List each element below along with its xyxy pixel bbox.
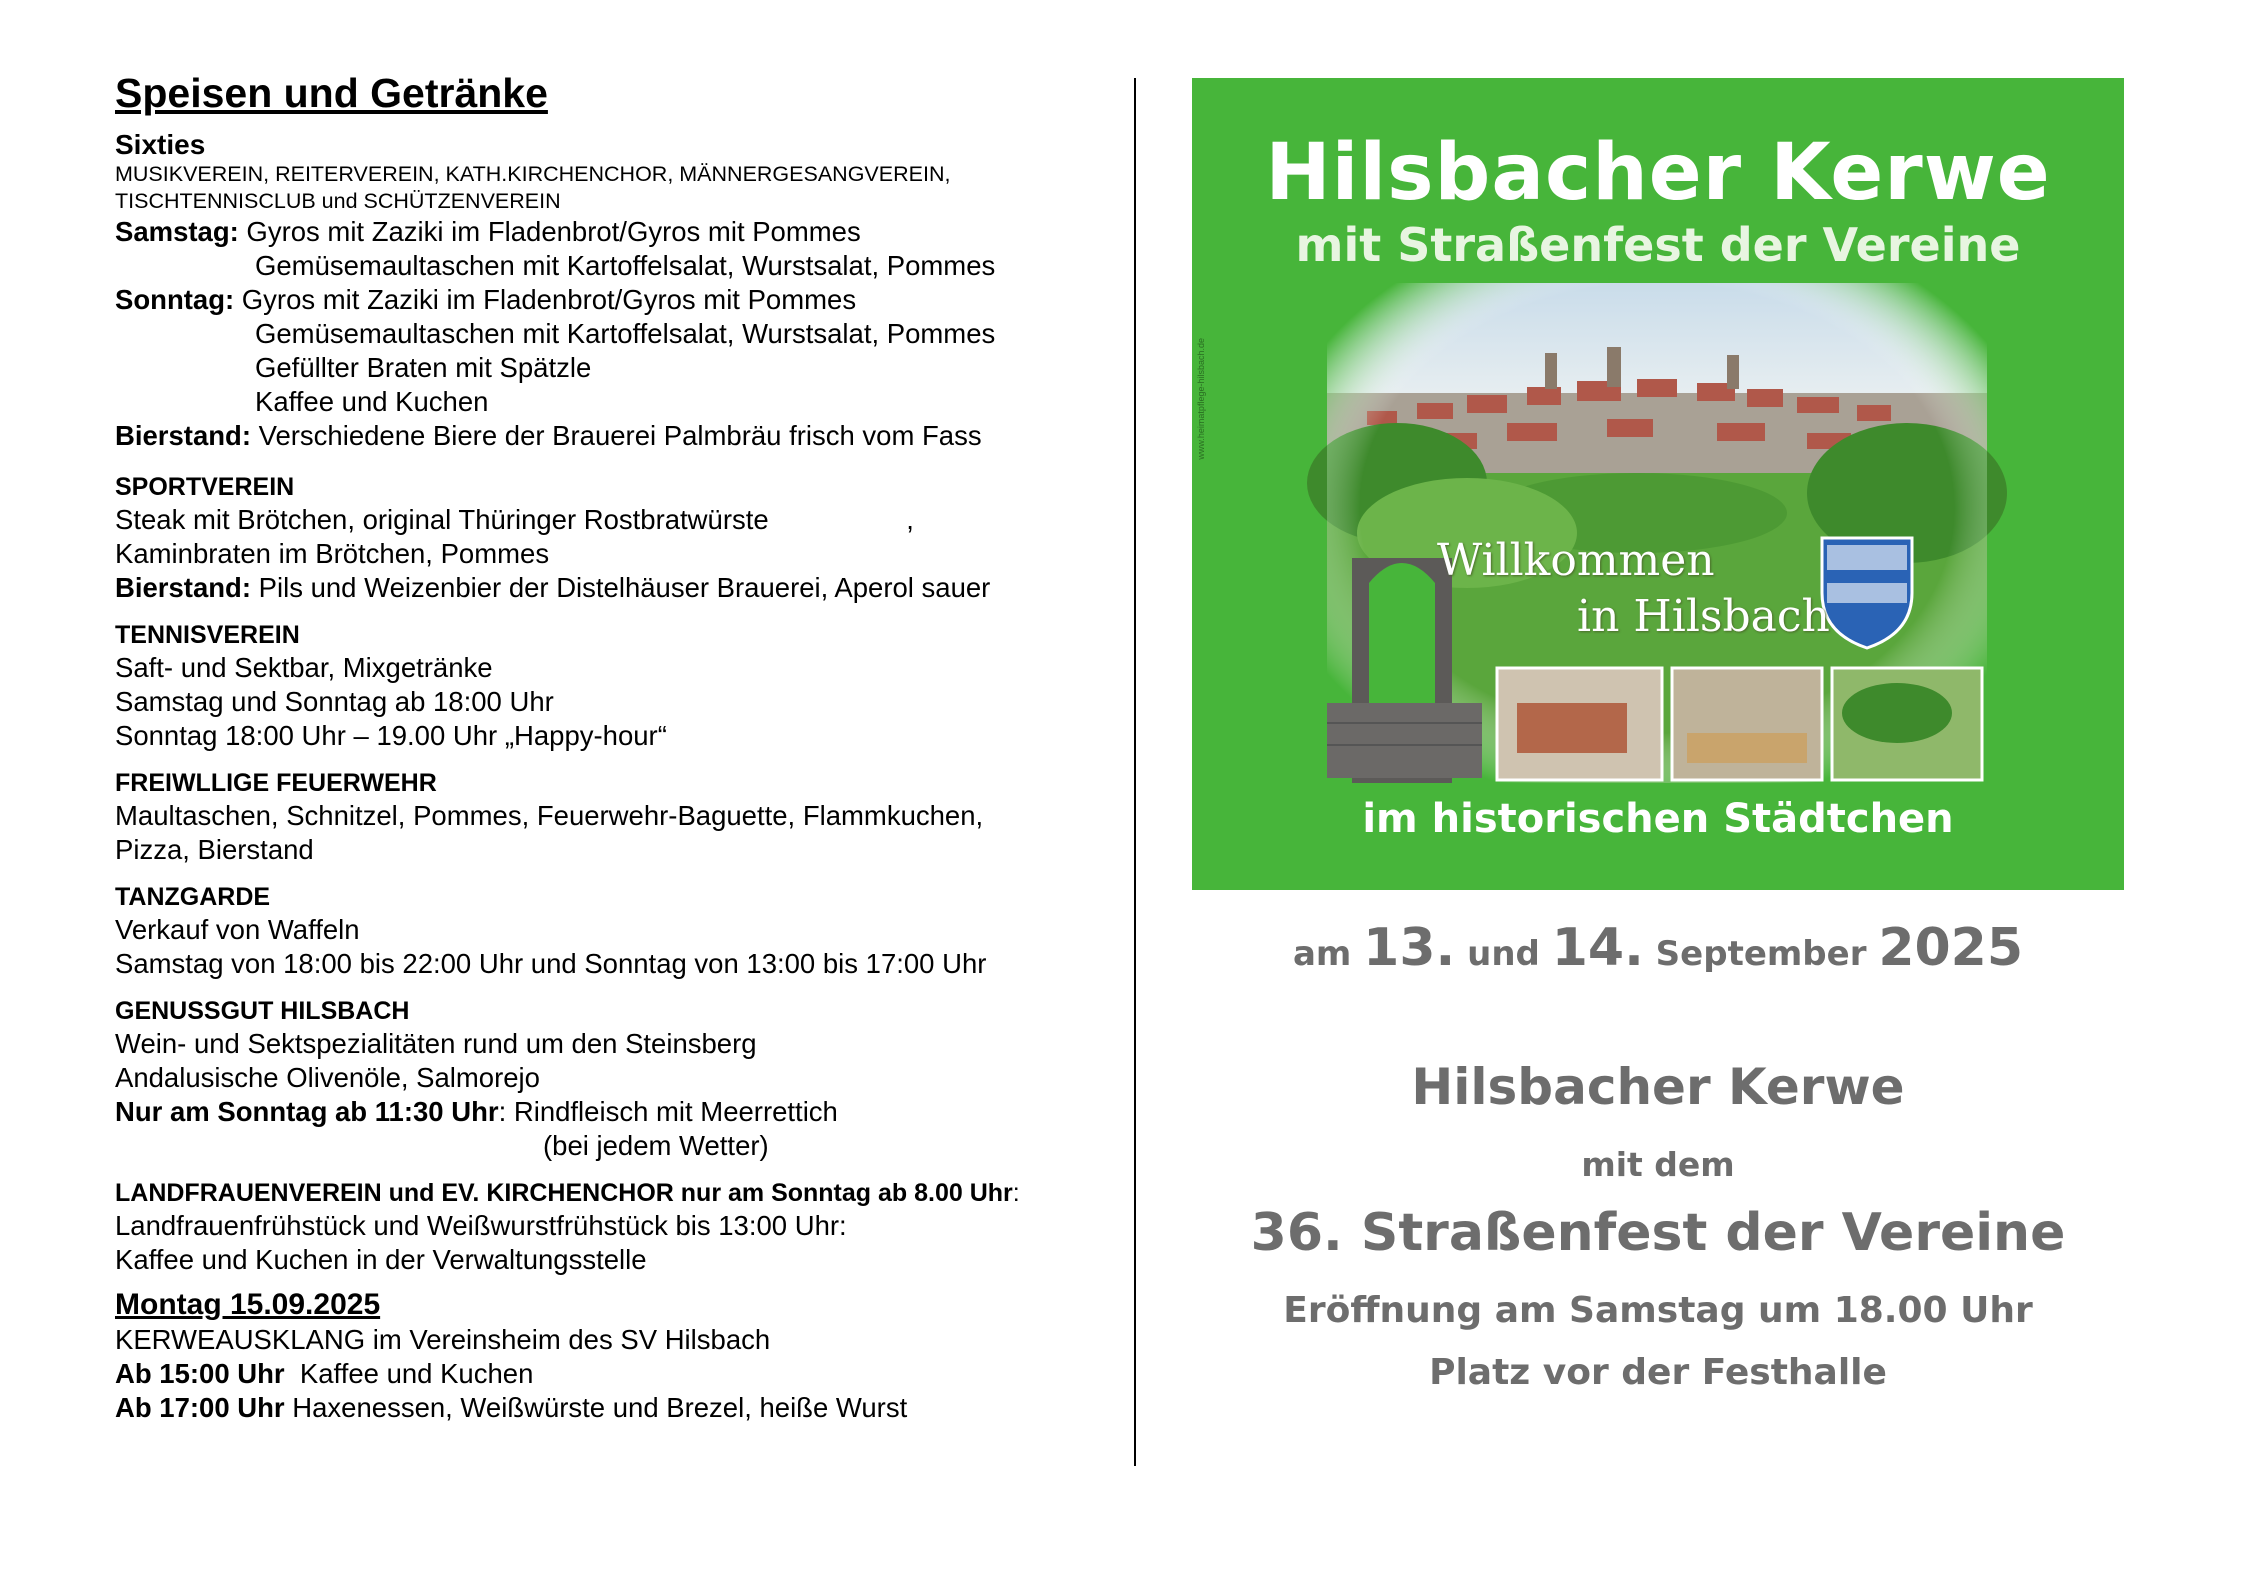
landfrauen-title: LANDFRAUENVEREIN und EV. KIRCHENCHOR nur am Sonntag ab 8.00 Uhr — [115, 1179, 1013, 1207]
montag-title: Montag 15.09.2025 — [115, 1288, 381, 1321]
ab17-text: Haxenessen, Weißwürste und Brezel, heiße Wurst — [284, 1392, 908, 1423]
poster-subtitle: mit Straßenfest der Vereine — [1295, 218, 2021, 272]
welcome-text — [1437, 533, 1830, 645]
genussgut-title: GENUSSGUT HILSBACH — [115, 997, 410, 1025]
tanzgarde-line-1: Verkauf von Waffeln — [115, 914, 360, 945]
sport-line-1: Steak mit Brötchen, original Thüringer Rostbratwürste , — [115, 504, 914, 535]
sonntag-text-3: Gefüllter Braten mit Spätzle — [255, 352, 592, 383]
date-am: am — [1292, 934, 1364, 974]
welcome-line-1: Willkommen — [1437, 535, 1715, 586]
genussgut-line-2: Andalusische Olivenöle, Salmorejo — [115, 1062, 540, 1093]
event-strassenfest: 36. Straßenfest der Vereine — [1250, 1203, 2066, 1263]
date-13: 13. — [1363, 918, 1456, 978]
tanzgarde-title: TANZGARDE — [115, 883, 271, 911]
genussgut-sonntag-line — [115, 1095, 1105, 1129]
date-und: und — [1455, 934, 1552, 974]
photo-strip — [1497, 668, 1982, 780]
genussgut-sonntag-text: : Rindfleisch mit Meerrettich — [498, 1096, 838, 1127]
sport-bier-text: Pils und Weizenbier der Distelhäuser Brauerei, Aperol sauer — [251, 572, 991, 603]
landfrauen-line-1: Landfrauenfrühstück und Weißwurstfrühstück bis 13:00 Uhr: — [115, 1210, 847, 1241]
samstag-text-2: Gemüsemaultaschen mit Kartoffelsalat, Wurstsalat, Pommes — [255, 250, 996, 281]
ab17-label: Ab 17:00 Uhr — [115, 1392, 285, 1423]
samstag-text-1: Gyros mit Zaziki im Fladenbrot/Gyros mit Pommes — [238, 216, 861, 247]
ab15-label: Ab 15:00 Uhr — [115, 1358, 285, 1389]
poster-credit: www.heimatpflege-hilsbach.de — [1196, 338, 1206, 460]
sixties-bier-line — [115, 419, 1105, 453]
date-year: 2025 — [1878, 918, 2024, 978]
genussgut-line-1: Wein- und Sektspezialitäten rund um den Steinsberg — [115, 1028, 757, 1059]
sport-line-2: Kaminbraten im Brötchen, Pommes — [115, 538, 550, 569]
coat-of-arms-icon — [1822, 538, 1912, 648]
montag-ab15 — [115, 1357, 1105, 1391]
welcome-line-2: in Hilsbach — [1577, 591, 1830, 642]
event-date — [1192, 918, 2124, 978]
ab15-text: Kaffee und Kuchen — [284, 1358, 534, 1389]
event-location: Platz vor der Festhalle — [1429, 1352, 1887, 1393]
feuerwehr-line-1: Maultaschen, Schnitzel, Pommes, Feuerwehr-Baguette, Flammkuchen, — [115, 800, 984, 831]
samstag-line — [115, 215, 1105, 249]
montag-line-1: KERWEAUSKLANG im Vereinsheim des SV Hilsbach — [115, 1324, 771, 1355]
page-heading: Speisen und Getränke — [115, 70, 548, 116]
menu-column — [115, 70, 1105, 1425]
tennis-line-3: Sonntag 18:00 Uhr – 19.00 Uhr „Happy-hour“ — [115, 720, 667, 751]
event-poster — [1192, 78, 2124, 890]
genussgut-sonntag-label: Nur am Sonntag ab 11:30 Uhr — [115, 1096, 499, 1127]
section-montag — [115, 1287, 1105, 1425]
section-landfrauen — [115, 1177, 1105, 1277]
event-mit-dem: mit dem — [1581, 1145, 1735, 1184]
bier-text: Verschiedene Biere der Brauerei Palmbräu frisch vom Fass — [251, 420, 982, 451]
landfrauen-colon: : — [1012, 1179, 1020, 1207]
samstag-label: Samstag: — [115, 216, 239, 247]
poster-title: Hilsbacher Kerwe — [1265, 128, 2051, 218]
tennis-line-1: Saft- und Sektbar, Mixgetränke — [115, 652, 493, 683]
sixties-title: Sixties — [115, 129, 206, 160]
sonntag-text-4: Kaffee und Kuchen — [255, 386, 489, 417]
sonntag-label: Sonntag: — [115, 284, 235, 315]
section-tennis — [115, 619, 1105, 753]
feuerwehr-line-2: Pizza, Bierstand — [115, 834, 314, 865]
section-feuerwehr — [115, 767, 1105, 867]
section-genussgut — [115, 995, 1105, 1163]
section-sixties — [115, 129, 1105, 453]
section-tanzgarde — [115, 881, 1105, 981]
genussgut-note: (bei jedem Wetter) — [543, 1130, 769, 1161]
tennis-line-2: Samstag und Sonntag ab 18:00 Uhr — [115, 686, 554, 717]
sport-bier-label: Bierstand: — [115, 572, 251, 603]
bier-label: Bierstand: — [115, 420, 251, 451]
sixties-clubs-1: MUSIKVEREIN, REITERVEREIN, KATH.KIRCHENCHOR, MÄNNERGESANGVEREIN, — [115, 162, 951, 186]
tennis-title: TENNISVEREIN — [115, 621, 300, 649]
section-sport — [115, 471, 1105, 605]
sonntag-line — [115, 283, 1105, 317]
sonntag-text-2: Gemüsemaultaschen mit Kartoffelsalat, Wurstsalat, Pommes — [255, 318, 996, 349]
sonntag-text-1: Gyros mit Zaziki im Fladenbrot/Gyros mit Pommes — [234, 284, 857, 315]
sport-title: SPORTVEREIN — [115, 473, 295, 501]
feuerwehr-title: FREIWLLIGE FEUERWEHR — [115, 769, 437, 797]
date-september: September — [1643, 934, 1879, 974]
montag-ab17 — [115, 1391, 1105, 1425]
landfrauen-line-2: Kaffee und Kuchen in der Verwaltungsstelle — [115, 1244, 647, 1275]
event-title: Hilsbacher Kerwe — [1411, 1058, 1905, 1116]
date-14: 14. — [1551, 918, 1644, 978]
event-opening: Eröffnung am Samstag um 18.00 Uhr — [1283, 1290, 2033, 1331]
column-divider — [1134, 78, 1136, 1466]
poster-bottom-text: im historischen Städtchen — [1362, 796, 1954, 842]
sixties-clubs-2: TISCHTENNISCLUB und SCHÜTZENVEREIN — [115, 189, 561, 213]
landfrauen-title-line — [115, 1177, 1105, 1209]
tanzgarde-line-2: Samstag von 18:00 bis 22:00 Uhr und Sonntag von 13:00 bis 17:00 Uhr — [115, 948, 987, 979]
sport-bier-line — [115, 571, 1105, 605]
